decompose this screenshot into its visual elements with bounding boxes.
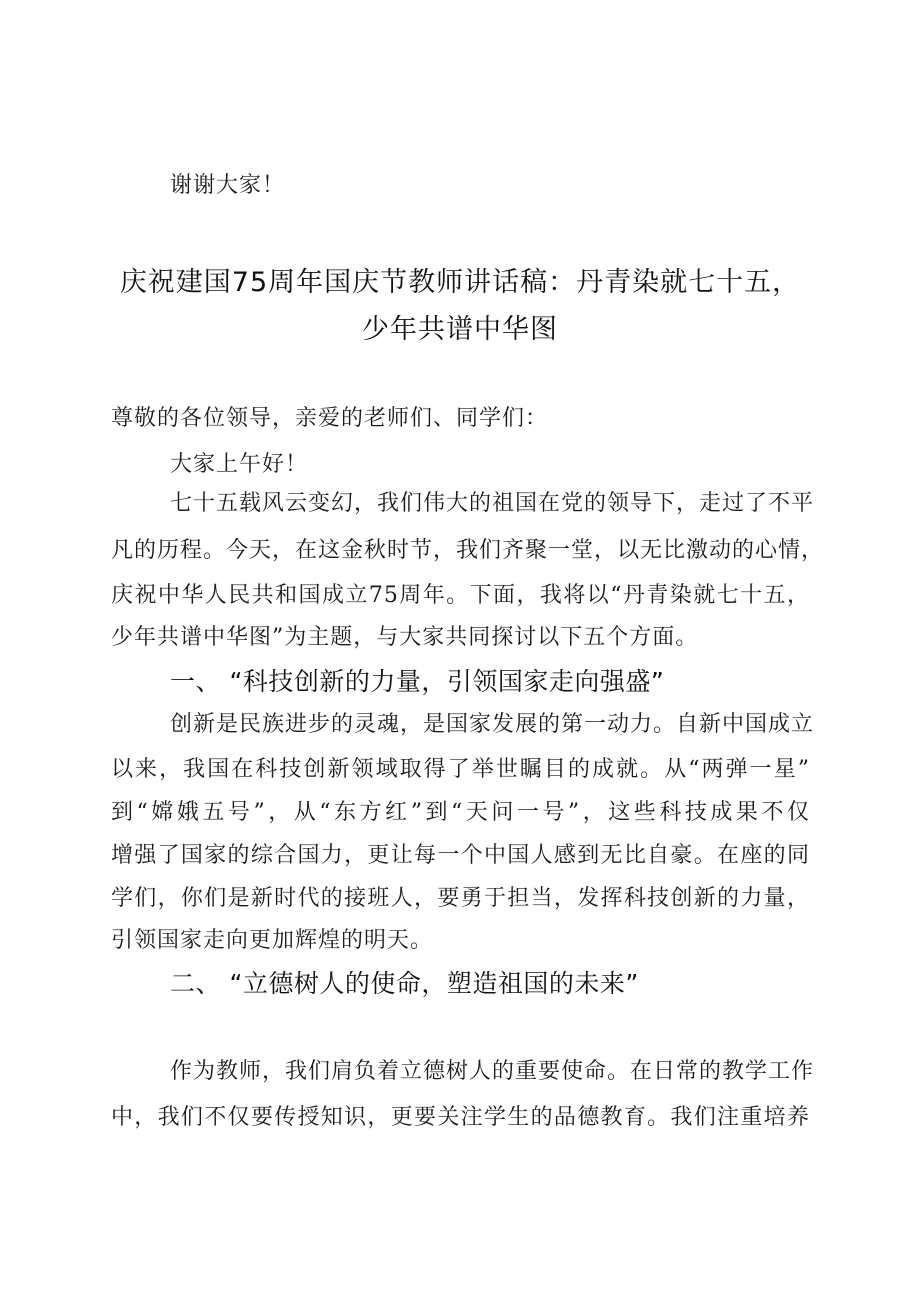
section-1-line: 引领国家走向更加辉煌的明天。 <box>111 928 434 953</box>
section-1-line: 到“嫦娥五号”，从“东方红”到“天问一号”，这些科技成果不仅 <box>111 800 810 825</box>
section-2-line: 中，我们不仅要传授知识，更要关注学生的品德教育。我们注重培养 <box>111 1105 810 1130</box>
title-line-2: 少年共谱中华图 <box>362 314 558 345</box>
salutation: 尊敬的各位领导，亲爱的老师们、同学们： <box>111 406 549 431</box>
intro-line: 凡的历程。今天，在这金秋时节，我们齐聚一堂，以无比激动的心情， <box>111 538 825 563</box>
closing-line: 谢谢大家！ <box>170 173 286 198</box>
title-line-1: 庆祝建国75周年国庆节教师讲话稿：丹青染就七十五， <box>119 267 801 298</box>
section-1-line: 增强了国家的综合国力，更让每一个中国人感到无比自豪。在座的同 <box>111 843 810 868</box>
section-1-heading: 一、 “科技创新的力量，引领国家走向强盛” <box>170 667 665 696</box>
intro-line: 庆祝中华人民共和国成立75周年。下面，我将以“丹青染就七十五， <box>111 583 810 608</box>
section-1-line: 创新是民族进步的灵魂，是国家发展的第一动力。自新中国成立 <box>170 712 815 737</box>
greeting: 大家上午好！ <box>170 452 309 477</box>
intro-line: 少年共谱中华图”为主题，与大家共同探讨以下五个方面。 <box>111 625 699 650</box>
section-1-line: 以来，我国在科技创新领域取得了举世瞩目的成就。从“两弹一星” <box>111 757 810 782</box>
section-2-heading: 二、 “立德树人的使命，塑造祖国的未来” <box>170 969 639 998</box>
section-2-line: 作为教师，我们肩负着立德树人的重要使命。在日常的教学工作 <box>170 1059 815 1084</box>
section-1-line: 学们，你们是新时代的接班人，要勇于担当，发挥科技创新的力量， <box>111 886 810 911</box>
intro-line: 七十五载风云变幻，我们伟大的祖国在党的领导下，走过了不平 <box>170 491 815 516</box>
